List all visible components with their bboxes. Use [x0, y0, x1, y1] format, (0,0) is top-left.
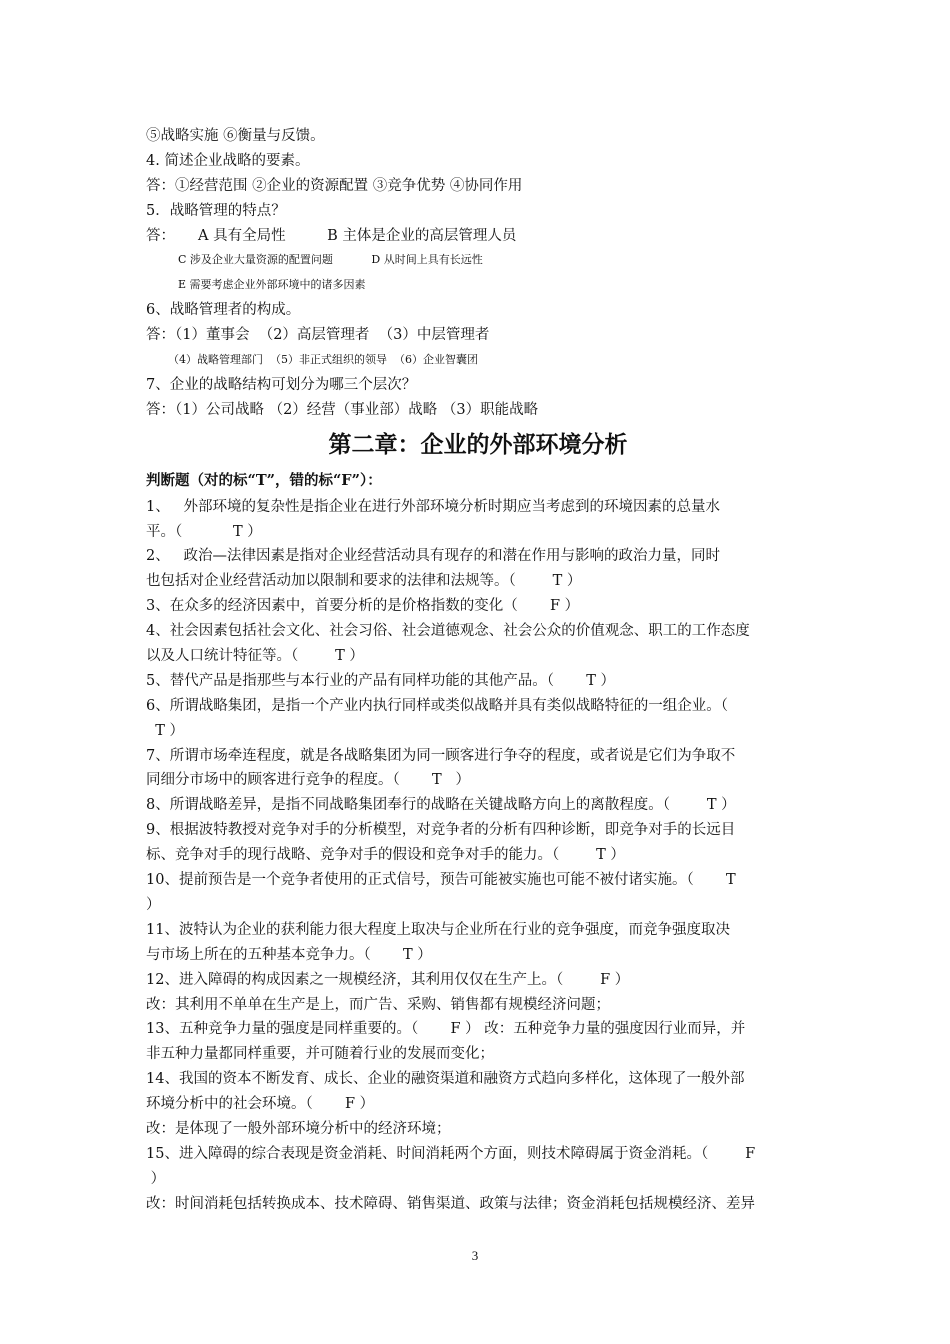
- item-line: 也包括对企业经营活动加以限制和要求的法律和法规等。（ T ）: [146, 573, 582, 590]
- page-content: [146, 124, 810, 1217]
- item-line: 2、 政治—法律因素是指对企业经营活动具有现存的和潜在作用与影响的政治力量，同时: [146, 548, 721, 565]
- question-line: 6、战略管理者的构成。: [146, 302, 301, 319]
- section-title: 判断题（对的标“T”，错的标“F”）：: [146, 471, 382, 489]
- item-line: ）: [146, 896, 161, 913]
- item-line: ）: [146, 1170, 166, 1187]
- correction-line: 改：其利用不单单在生产是上，而广告、采购、销售都有规模经济问题；: [146, 996, 610, 1013]
- answer-line: 答：（1）公司战略 （2）经营（事业部）战略 （3）职能战略: [146, 401, 539, 418]
- correction-line: 改：时间消耗包括转换成本、技术障碍、销售渠道、政策与法律；资金消耗包括规模经济、差异: [146, 1195, 755, 1212]
- correction-line: 非五种力量都同样重要，并可随着行业的发展而变化；: [146, 1046, 494, 1063]
- item-line: 同细分市场中的顾客进行竞争的程度。（ T ）: [146, 772, 471, 789]
- answer-line: 答：①经营范围 ②企业的资源配置 ③竞争优势 ④协同作用: [146, 177, 523, 194]
- item-line: 13、五种竞争力量的强度是同样重要的。（ F ） 改：五种竞争力量的强度因行业而异，并: [146, 1021, 746, 1038]
- answer-line: C 涉及企业大量资源的配置问题 D 从时间上具有长远性: [178, 253, 483, 267]
- item-line: 以及人口统计特征等。（ T ）: [146, 648, 364, 665]
- chapter-title: 第二章：企业的外部环境分析: [328, 431, 628, 458]
- answer-line: E 需要考虑企业外部环境中的诸多因素: [178, 278, 366, 292]
- item-line: 标、竞争对手的现行战略、竞争对手的假设和竞争对手的能力。（ T ）: [146, 847, 625, 864]
- item-line: 8、所谓战略差异，是指不同战略集团奉行的战略在关键战略方向上的离散程度。（ T ）: [146, 797, 736, 814]
- text-line: ⑤战略实施 ⑥衡量与反馈。: [146, 128, 325, 144]
- correction-line: 改：是体现了一般外部环境分析中的经济环境；: [146, 1120, 451, 1137]
- item-line: 3、在众多的经济因素中，首要分析的是价格指数的变化（ F ）: [146, 598, 580, 615]
- item-line: 平。（ T ）: [146, 523, 262, 540]
- answer-line: 答：（1）董事会 （2）高层管理者 （3）中层管理者: [146, 327, 490, 344]
- answer-line: 答： A 具有全局性 B 主体是企业的高层管理人员: [146, 227, 517, 244]
- item-line: 1、 外部环境的复杂性是指企业在进行外部环境分析时期应当考虑到的环境因素的总量水: [146, 498, 721, 515]
- item-line: 14、我国的资本不断发育、成长、企业的融资渠道和融资方式趋向多样化，这体现了一般外部: [146, 1071, 745, 1088]
- item-line: 7、所谓市场牵连程度，就是各战略集团为同一顾客进行争夺的程度，或者说是它们为争取不: [146, 747, 736, 764]
- item-line: 与市场上所在的五种基本竞争力。（ T ）: [146, 946, 432, 963]
- item-line: 15、进入障碍的综合表现是资金消耗、时间消耗两个方面，则技术障碍属于资金消耗。（ F: [146, 1145, 756, 1162]
- item-line: 5、替代产品是指那些与本行业的产品有同样功能的其他产品。（ T ）: [146, 672, 616, 689]
- item-line: 环境分析中的社会环境。（ F ）: [146, 1096, 375, 1113]
- item-line: 10、提前预告是一个竞争者使用的正式信号，预告可能被实施也可能不被付诸实施。（ T: [146, 872, 736, 889]
- item-line: 12、进入障碍的构成因素之一规模经济，其利用仅仅在生产上。（ F ）: [146, 971, 630, 988]
- answer-line: （4）战略管理部门 （5）非正式组织的领导 （6）企业智囊团: [168, 353, 478, 367]
- item-line: 9、根据波特教授对竞争对手的分析模型，对竞争者的分析有四种诊断，即竞争对手的长远目: [146, 822, 736, 839]
- question-line: 4. 简述企业战略的要素。: [146, 152, 310, 169]
- page-number: 3: [471, 1248, 479, 1263]
- item-line: T ）: [146, 722, 184, 739]
- item-line: 11、波特认为企业的获利能力很大程度上取决与企业所在行业的竞争强度，而竞争强度取决: [146, 921, 730, 938]
- question-line: 5．战略管理的特点？: [146, 202, 286, 219]
- item-line: 4、社会因素包括社会文化、社会习俗、社会道德观念、社会公众的价值观念、职工的工作态度: [146, 623, 750, 640]
- question-line: 7、企业的战略结构可划分为哪三个层次？: [146, 376, 417, 393]
- item-line: 6、所谓战略集团，是指一个产业内执行同样或类似战略并具有类似战略特征的一组企业。（: [146, 697, 728, 714]
